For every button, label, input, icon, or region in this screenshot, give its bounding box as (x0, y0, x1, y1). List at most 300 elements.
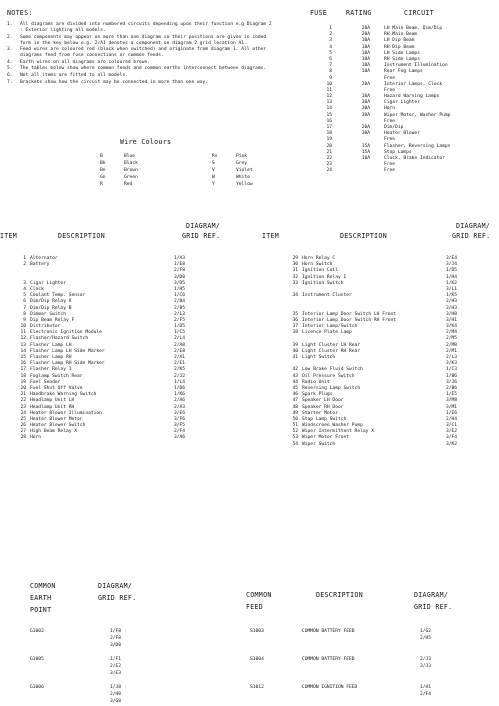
fuse-rating (332, 168, 384, 174)
fuse-rating: 20A (361, 26, 370, 31)
item-grid-ref: 1/C3 (446, 367, 458, 373)
wire-colour-code: Gn (100, 175, 106, 180)
note-number: 6. (7, 72, 13, 78)
fuse-circuit: Heater Blower (384, 131, 420, 137)
item-grid-ref: 2/F4 (174, 429, 186, 435)
item-description: Clock (30, 286, 44, 292)
note-text: Some components may appear on more than one diagram so their positions are given in coded form in the key below e.g. 2/A1 denotes a component on diagram 2 grid location A1. (20, 34, 267, 46)
item-grid-ref: 3/C1 (446, 423, 458, 429)
feed-id: S1012 (250, 685, 264, 690)
diagram-header-left-2: GRID REF. (182, 232, 221, 240)
item-grid-ref: 3/K4 (446, 324, 458, 330)
item-grid-ref: 2/E8 (174, 348, 186, 354)
item-grid-ref: 3/J4 (446, 262, 458, 268)
item-number: 29 (292, 256, 298, 261)
wire-colour-code: R (100, 182, 103, 187)
feed-grid-ref: 2/H5 (420, 636, 432, 641)
fuse-circuit: Free (384, 168, 396, 174)
description-header-right: DESCRIPTION (340, 232, 387, 240)
item-grid-ref: 1/D5 (174, 324, 186, 330)
wire-colours-title: Wire Colours (120, 138, 172, 146)
item-grid-ref: 2/L3 (446, 355, 458, 360)
fuse-circuit: Free (384, 137, 396, 143)
wire-colours-table (72, 154, 296, 189)
item-grid-ref: 2/L3 (174, 311, 186, 317)
item-description: Horn Relay C (302, 256, 336, 261)
item-description: Battery (30, 262, 50, 268)
item-grid-ref: 2/E1 (174, 361, 186, 367)
note-text: The tables below show where common feeds and common earths interconnect between diagrams. (20, 66, 267, 72)
fuse-circuit: Flasher, Reversing Lamps (384, 143, 451, 149)
item-grid-ref: 1/K5 (446, 293, 458, 299)
fuse-number: 4 (329, 44, 332, 50)
earth-grid-ref: 3/E3 (110, 671, 122, 676)
item-grid-ref: 3/E6 (174, 410, 186, 416)
fuse-rating: 20A (361, 125, 370, 130)
earth-diagram-header-1: DIAGRAM/ (98, 582, 133, 590)
fuse-rating: 10A (361, 94, 370, 100)
fuse-number: 12 (326, 94, 332, 100)
fuse-circuit: Free (384, 118, 396, 124)
earth-diagram-header-2: GRID REF. (98, 594, 137, 602)
item-number: 37 (292, 324, 298, 330)
wire-colour-name: Black (124, 161, 138, 166)
item-grid-ref: 3/F4 (446, 435, 458, 441)
earth-grid-ref: 2/E2 (110, 664, 122, 669)
item-description: Horn (30, 435, 42, 441)
fuse-rating: 10A (361, 44, 370, 50)
item-grid-ref: 1/A3 (174, 256, 186, 261)
fuse-circuit: RH Dip Beam (384, 44, 415, 50)
diagram-header-left-1: DIAGRAM/ (186, 222, 221, 230)
description-header-left: DESCRIPTION (58, 232, 105, 240)
fuse-rating: 20A (361, 81, 370, 87)
item-grid-ref: 2/A3 (174, 404, 186, 410)
note-text: All diagrams are divided into numbered circuits depending upon their function e.g Diagram 2 : Exterior lighting all models. (20, 22, 272, 33)
earth-grid-ref: 1/F1 (110, 657, 122, 662)
wire-colour-code: B (100, 154, 103, 159)
item-number: 15 (20, 355, 26, 360)
diagram-header-right-2: GRID REF. (452, 232, 491, 240)
item-description: Flasher Lamp RH Side Marker (30, 361, 105, 367)
earth-header-3: POINT (30, 606, 52, 614)
wire-colour-row (72, 168, 296, 175)
fuse-rating: 15A (361, 149, 370, 155)
wire-colour-row (72, 154, 296, 161)
items-table-left (0, 256, 214, 442)
note-item (7, 22, 272, 34)
fuse-rating: 30A (361, 100, 370, 106)
item-grid-ref: 3/M1 (446, 404, 458, 410)
item-number: 16 (20, 361, 26, 367)
item-number: 2 (23, 262, 26, 268)
item-grid-ref: 3/K3 (446, 361, 458, 367)
item-number: 36 (292, 317, 298, 323)
item-description: Ignition Relay I (302, 274, 347, 280)
item-number: 35 (292, 311, 298, 317)
item-number: 45 (292, 385, 298, 391)
item-description: Interior Lamp Door Switch LH Front (302, 311, 397, 317)
item-number: 17 (20, 367, 26, 373)
item-grid-ref: 1/K2 (446, 280, 458, 286)
item-description: Flasher Lamp LH Side Marker (30, 348, 105, 354)
rating-header: RATING (346, 9, 372, 17)
fuse-rating: 10A (361, 38, 370, 44)
item-grid-ref: 2/B5 (174, 305, 186, 311)
item-number: 13 (20, 342, 26, 348)
item-number: 21 (20, 392, 26, 398)
fuse-circuit: Hazard Warning Lamps (384, 94, 440, 100)
feed-grid-ref: 2/J3 (420, 657, 432, 662)
fuse-header: FUSE (310, 9, 328, 17)
feed-description-header: DESCRIPTION (316, 591, 363, 599)
item-description: Interior Lamp/Switch (302, 324, 358, 330)
fuse-rating: 10A (361, 63, 370, 69)
wire-colour-name: Blue (124, 154, 136, 159)
item-description: Handbrake Warning Switch (30, 392, 97, 398)
item-number: 43 (292, 373, 298, 379)
wire-colour-code: W (212, 175, 215, 180)
fuse-number: 22 (326, 155, 332, 161)
note-text: Earth wires on all diagrams are coloured brown. (20, 59, 150, 65)
item-description: Low Brake Fluid Switch (302, 367, 363, 373)
item-grid-ref: 3/E2 (446, 429, 458, 435)
fuse-circuit: Dim/Dip (384, 125, 404, 130)
earth-grid-ref: 1/F8 (110, 629, 122, 634)
note-item (7, 60, 272, 66)
item-number: 6 (23, 299, 26, 305)
fuse-number: 17 (326, 125, 332, 130)
item-grid-ref: 1/C5 (174, 330, 186, 336)
item-number: 31 (292, 268, 298, 274)
fuse-number: 19 (326, 137, 332, 143)
earth-grid-ref: 3/G8 (110, 699, 122, 704)
item-number: 41 (292, 355, 298, 360)
item-number: 38 (292, 330, 298, 336)
earth-grid-ref: 3/D8 (110, 643, 122, 648)
item-number: 23 (20, 404, 26, 410)
note-number: 1. (7, 22, 13, 27)
fuse-number: 8 (329, 69, 332, 75)
item-grid-ref: 2/A6 (174, 398, 186, 404)
fuse-circuit: Stop Lamps (384, 149, 412, 155)
item-number: 8 (23, 311, 26, 317)
item-description: Ignition Switch (302, 280, 344, 286)
notes-title: NOTES: (7, 9, 33, 17)
item-number: 5 (23, 293, 26, 299)
item-header-left: ITEM (0, 232, 18, 240)
item-grid-ref: 3/H1 (446, 317, 458, 323)
wire-colour-name: Yellow (236, 182, 253, 187)
item-header-right: ITEM (262, 232, 280, 240)
wire-colour-code: S (212, 161, 215, 166)
item-grid-ref: 2/J2 (174, 373, 186, 379)
item-number: 51 (292, 423, 298, 429)
fuse-rating: 30A (361, 106, 370, 112)
fuse-number: 5 (329, 50, 332, 56)
item-number: 27 (20, 429, 26, 435)
wire-colour-name: Grey (236, 161, 248, 166)
fuse-circuit: RH Main Beam (384, 32, 418, 38)
item-number: 1 (23, 256, 26, 261)
note-number: 7. (7, 79, 13, 85)
fuse-number: 1 (329, 26, 332, 31)
earth-point-id: G1005 (30, 657, 44, 662)
fuse-number: 24 (326, 168, 332, 174)
item-grid-ref: 2/A1 (174, 355, 186, 360)
diagram-header-right-1: DIAGRAM/ (456, 222, 491, 230)
item-grid-ref: 1/H5 (174, 286, 186, 292)
fuse-circuit: LH Main Beam, Dim/Dip (384, 26, 443, 31)
item-description: Fuel Shut Off Valve (30, 385, 83, 391)
item-grid-ref: 3/D5 (174, 280, 186, 286)
item-description: Headlamp Unit LH (30, 398, 75, 404)
item-grid-ref: 1/E5 (446, 392, 458, 398)
fuse-number: 15 (326, 112, 332, 118)
item-grid-ref: 1/B6 (446, 373, 458, 379)
item-grid-ref: 3/F6 (174, 416, 186, 422)
fuse-circuit: Interior Lamps, Clock (384, 81, 443, 87)
fuse-rating: 20A (361, 32, 370, 38)
item-description: Distributor (30, 324, 61, 330)
item-description: Dimmer Switch (30, 311, 66, 317)
fuse-table (306, 26, 450, 175)
fuse-rating: 10A (361, 69, 370, 75)
item-number: 28 (20, 435, 26, 441)
earth-point-id: G1002 (30, 629, 44, 634)
note-number: 3. (7, 47, 13, 53)
fuse-rating: 10A (361, 50, 370, 56)
item-grid-ref: 3/H3 (446, 305, 458, 311)
item-number: 50 (292, 416, 298, 422)
fuse-number: 10 (326, 81, 332, 87)
feed-id: S1004 (250, 657, 264, 662)
wire-colour-name: Green (124, 175, 138, 180)
fuse-circuit: Cigar Lighter (384, 100, 420, 106)
item-number: 40 (292, 348, 298, 354)
fuse-number: 9 (329, 75, 332, 81)
note-text: Not all items are fitted to all models. (20, 72, 128, 78)
item-grid-ref: 2/B4 (174, 299, 186, 305)
fuse-rating: 10A (361, 155, 370, 161)
note-number: 5. (7, 66, 13, 72)
wire-colour-code: Y (212, 182, 215, 187)
item-number: 44 (292, 379, 298, 385)
item-description: Dim/Dip Relay B (30, 305, 72, 311)
fuse-circuit: Clock, Brake Indicator (384, 155, 445, 161)
item-number: 25 (20, 416, 26, 422)
item-number: 30 (292, 262, 298, 268)
note-item (7, 80, 272, 86)
item-grid-ref: 1/D5 (446, 268, 458, 274)
item-number: 42 (292, 367, 298, 373)
circuit-header: CIRCUIT (404, 9, 434, 17)
feed-description: COMMON BATTERY FEED (302, 629, 355, 634)
item-number: 9 (23, 317, 26, 323)
item-description: Reversing Lamp Switch (302, 385, 361, 391)
fuse-circuit: Wiper Motor, Washer Pump (384, 112, 451, 118)
item-number: 4 (23, 286, 26, 292)
item-grid-ref: 2/F8 (174, 268, 186, 274)
fuse-circuit: LH Side Lamps (384, 50, 420, 56)
wire-colour-code: V (212, 168, 215, 173)
feed-header-1: COMMON (246, 591, 272, 599)
item-description: Coolant Temp. Sensor (30, 293, 86, 299)
item-grid-ref: 3/H8 (446, 311, 458, 317)
note-number: 2. (7, 34, 13, 40)
item-number: 3 (23, 280, 26, 286)
wire-colour-code: Bk (100, 161, 106, 166)
item-description: Stop Lamp Switch (302, 416, 347, 422)
item-row (272, 442, 486, 448)
item-description: Light Cluster RH Rear (302, 348, 361, 354)
item-grid-ref: 1/E6 (446, 410, 458, 416)
fuse-number: 2 (329, 32, 332, 38)
fuse-number: 23 (326, 162, 332, 168)
item-description: Horn Switch (302, 262, 333, 268)
wire-colour-row (72, 161, 296, 168)
fuse-circuit: Instrument Illumination (384, 63, 448, 69)
item-description: Light Cluster LH Rear (302, 342, 361, 348)
item-description: Alternator (30, 256, 58, 261)
item-description: Starter Motor (302, 410, 338, 416)
wire-colour-row (72, 182, 296, 189)
item-grid-ref: 2/M5 (446, 336, 458, 342)
fuse-circuit: LH Dip Beam (384, 38, 415, 44)
fuse-rating: 15A (361, 143, 370, 149)
item-grid-ref: 2/H4 (446, 416, 458, 422)
feed-grid-ref: 2/F4 (420, 692, 432, 697)
wire-colour-code: Rs (212, 154, 218, 159)
item-grid-ref: 2/F5 (174, 317, 186, 323)
item-description: Flasher Lamp LH (30, 342, 72, 348)
feed-header-2: FEED (246, 603, 264, 611)
earth-grid-ref: 2/H8 (110, 692, 122, 697)
item-number: 19 (20, 379, 26, 385)
item-description: Headlamp Unit RH (30, 404, 75, 410)
item-description: High Beam Relay X (30, 429, 78, 435)
note-number: 4. (7, 59, 13, 65)
item-number: 7 (23, 305, 26, 311)
item-grid-ref: 3/D8 (174, 274, 186, 280)
wire-colour-name: White (236, 175, 250, 180)
wire-colour-name: Brown (124, 168, 138, 173)
item-description: Wiper Intermittent Relay X (302, 429, 374, 435)
feed-id: S1003 (250, 629, 264, 634)
item-description: Spark Plugs (302, 392, 333, 398)
item-description: Dim/Dip Relay Ⅱ (30, 299, 71, 305)
item-number: 49 (292, 410, 298, 416)
feed-grid-ref: 1/H1 (420, 685, 432, 690)
fuse-circuit: Rear Fog Lamps (384, 69, 423, 75)
note-item (7, 47, 272, 59)
item-description: Windscreen Washer Pump (302, 423, 363, 429)
note-item (7, 66, 272, 72)
item-description: Ignition Coil (302, 268, 338, 274)
notes-list (7, 22, 272, 86)
item-number: 24 (20, 410, 26, 416)
feed-grid-ref: 3/J3 (420, 664, 432, 669)
item-number: 22 (20, 398, 26, 404)
item-grid-ref: 2/K5 (174, 367, 186, 373)
item-description: Cigar Lighter (30, 280, 66, 286)
item-description: Dip Beam Relay F (30, 317, 75, 323)
item-number: 34 (292, 293, 298, 299)
fuse-circuit: Free (384, 162, 396, 168)
fuse-rating: 10A (361, 56, 370, 62)
fuse-circuit: RH Side Lamps (384, 56, 420, 62)
item-number: 46 (292, 392, 298, 398)
fuse-number: 21 (326, 149, 332, 155)
feed-diagram-header-1: DIAGRAM/ (414, 591, 449, 599)
fuse-number: 14 (326, 106, 332, 112)
fuse-circuit: Horn (384, 106, 396, 112)
item-number: 10 (20, 324, 26, 330)
item-number: 47 (292, 398, 298, 404)
item-grid-ref: 1/H4 (446, 274, 458, 280)
item-description: Foglamp Switch Rear (30, 373, 83, 379)
note-text: Feed wires are coloured red (black when switched) and originate from diagram 1. All other diagrams feed from fuse connections or common feeds. (20, 47, 267, 59)
item-grid-ref: 2/L4 (174, 336, 186, 342)
note-item (7, 73, 272, 79)
item-number: 20 (20, 385, 26, 391)
fuse-number: 7 (329, 63, 332, 69)
item-grid-ref: 3/A6 (174, 435, 186, 441)
item-number: 53 (292, 435, 298, 441)
fuse-number: 20 (326, 143, 332, 149)
item-grid-ref: 3/K2 (446, 441, 458, 447)
item-description: Light Switch (302, 355, 336, 360)
item-description: Heater Blower Illumination (30, 410, 102, 416)
fuse-circuit: Free (384, 75, 396, 81)
earth-grid-ref: 2/F8 (110, 636, 122, 641)
earth-header-2: EARTH (30, 594, 52, 602)
item-description: Interior Lamp Door Switch RH Front (302, 317, 397, 323)
item-grid-ref: 1/L4 (174, 379, 186, 385)
fuse-circuit: Free (384, 87, 396, 93)
item-grid-ref: 3/E4 (446, 256, 458, 261)
feed-grid-ref: 1/G2 (420, 629, 432, 634)
wire-colour-name: Pink (236, 154, 248, 159)
item-row (0, 435, 214, 441)
item-description: Flasher Lamp RH (30, 355, 72, 360)
fuse-number: 3 (329, 38, 332, 44)
item-grid-ref: 3/L1 (446, 286, 458, 292)
fuse-row (306, 168, 450, 174)
item-number: 18 (20, 373, 26, 379)
item-grid-ref: 2/H3 (446, 299, 458, 305)
item-number: 11 (20, 330, 26, 336)
earth-grid-ref: 1/J8 (110, 685, 122, 690)
item-number: 33 (292, 280, 298, 286)
wire-colour-name: Violet (236, 168, 253, 173)
item-number: 48 (292, 404, 298, 410)
item-grid-ref: 2/M4 (446, 330, 458, 336)
item-grid-ref: 1/C6 (174, 293, 186, 299)
fuse-rating: 30A (361, 112, 370, 118)
item-number: 26 (20, 423, 26, 429)
item-grid-ref: 3/F5 (174, 423, 186, 429)
item-number: 52 (292, 429, 298, 435)
feed-description: COMMON IGNITION FEED (302, 685, 358, 690)
item-description: Heater Blower Switch (30, 423, 86, 429)
item-description: Flasher/Hazard Switch (30, 336, 89, 342)
item-description: Wiper Motor Front (302, 435, 350, 441)
note-text: Brackets show how the circuit may be connected in more than one way. (20, 79, 209, 85)
fuse-number: 6 (329, 56, 332, 62)
item-description: Fuel Sender (30, 379, 61, 385)
item-grid-ref: 3/J6 (446, 379, 458, 385)
